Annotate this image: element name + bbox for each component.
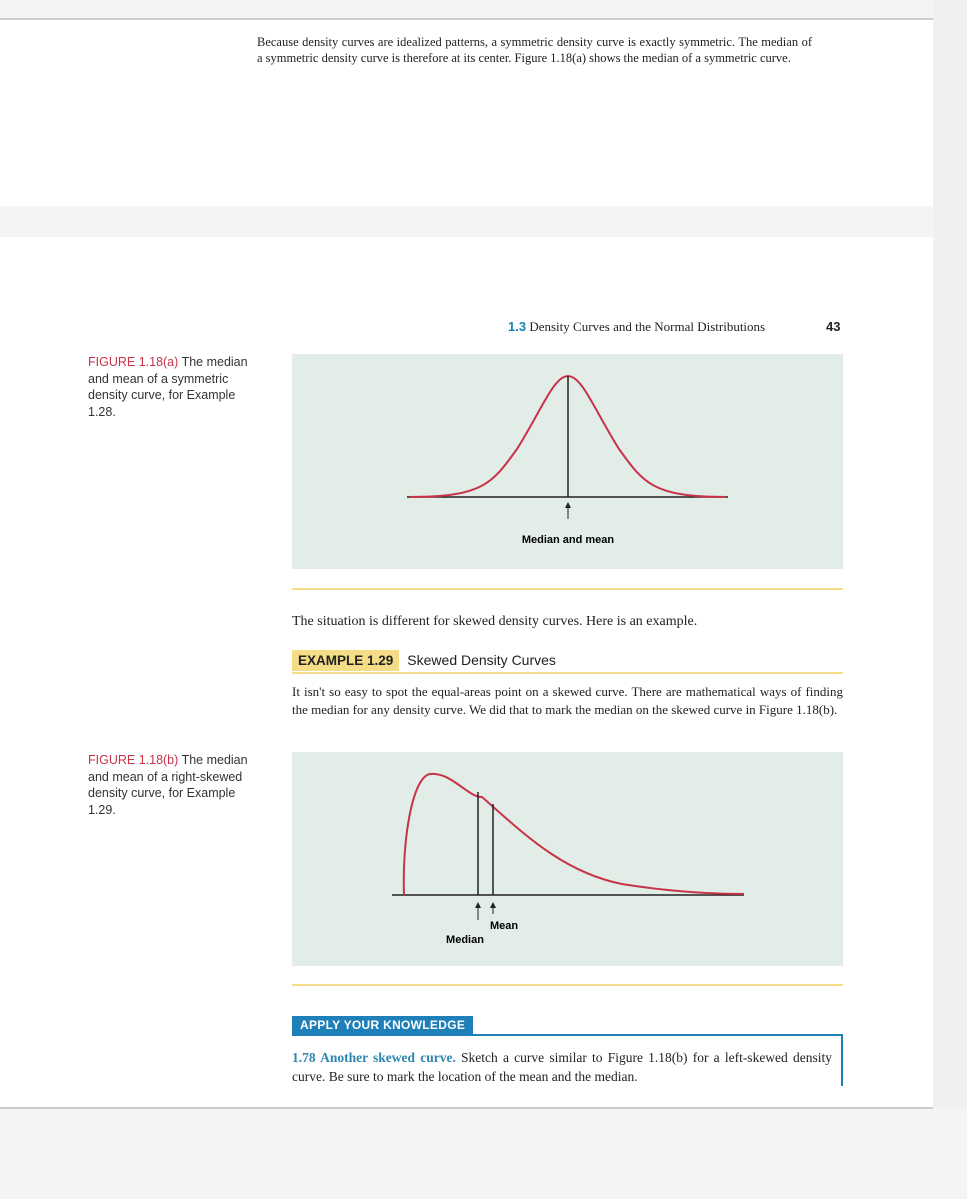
divider [292, 984, 843, 986]
density-curve [404, 774, 744, 895]
paragraph: Because density curves are idealized patterns, a symmetric density curve is exactly symmetric. The median of a symmetric density curve is therefore at its center. Figure 1.18(a) shows the median of a symmetric curve. [257, 35, 812, 65]
median-mean-label: Median and mean [521, 534, 615, 546]
symmetric-curve-plot [292, 354, 843, 569]
caption-text: The median and mean of a symmetric density curve, for Example 1.28. [88, 355, 248, 419]
scrollbar[interactable] [933, 0, 967, 1108]
page-2 [0, 237, 933, 1109]
section-number: 1.3 [508, 319, 527, 334]
figure-label: FIGURE 1.18(b) [88, 753, 179, 767]
figure-a-caption [88, 354, 258, 420]
page-1 [0, 18, 933, 206]
figure-a [292, 354, 843, 569]
skewed-curve-plot [292, 752, 843, 966]
running-header [508, 319, 765, 335]
exercise-title: 1.78 Another skewed curve. [292, 1050, 456, 1065]
exercise-text: Sketch a curve similar to Figure 1.18(b) for a left-skewed density curve. Be sure to mark the location of the mean and the median. [292, 1050, 832, 1084]
intro-text: The situation is different for skewed density curves. Here is an example. [292, 614, 698, 629]
figure-b-caption [88, 752, 258, 818]
section-title: Density Curves and the Normal Distributions [529, 319, 766, 334]
median-label: Median [446, 934, 484, 946]
caption-text: The median and mean of a right-skewed density curve, for Example 1.29. [88, 753, 248, 817]
figure-b [292, 752, 843, 966]
figure-label: FIGURE 1.18(a) [88, 355, 179, 369]
apply-heading: APPLY YOUR KNOWLEDGE [292, 1016, 473, 1034]
example-header [292, 650, 843, 674]
page-number: 43 [826, 319, 841, 334]
mean-label: Mean [489, 920, 519, 932]
divider [292, 588, 843, 590]
exercise-1-78 [292, 1048, 832, 1086]
apply-knowledge-box [292, 1016, 843, 1086]
example-label: EXAMPLE 1.29 [292, 650, 399, 671]
example-title: Skewed Density Curves [407, 652, 556, 668]
example-text: It isn't so easy to spot the equal-areas point on a skewed curve. There are mathematical ways of finding the median for any density curve. We did that to mark the median on the skewed curve in Figure 1.18(b). [292, 684, 843, 717]
